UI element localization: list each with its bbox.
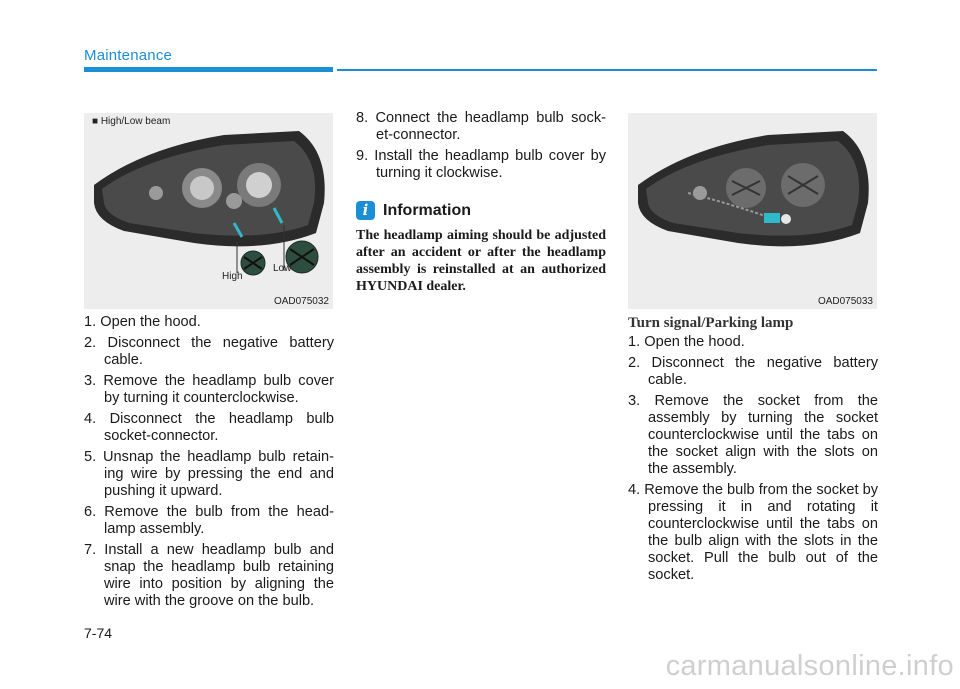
procedure-steps-turn-signal (628, 334, 878, 588)
section-title: Maintenance (84, 47, 173, 64)
step-item: 3. Remove the socket from the assembly by turning the socket counterclockwise until the tabs on the socket align with the slots on the assembly. (628, 393, 878, 477)
procedure-steps-high-low (84, 314, 334, 614)
step-item: 1. Open the hood. (628, 334, 745, 350)
watermark: carmanualsonline.info (665, 650, 954, 682)
step-item: 3. Remove the headlamp bulb cover by turning it counterclockwise. (84, 373, 334, 406)
header-rule-thin (337, 69, 877, 71)
headlamp-illustration (84, 113, 333, 309)
turn-signal-heading: Turn signal/Parking lamp (628, 315, 794, 331)
info-icon: i (356, 201, 375, 220)
figure-caption: ■ High/Low beam (92, 116, 171, 127)
page-number: 7-74 (84, 625, 113, 641)
information-text: The headlamp aiming should be adjusted after an accident or after the headlamp assembly is reinstalled at an authorized HYUNDAI dealer. (356, 228, 606, 294)
label-low: Low (273, 263, 292, 274)
information-title: Information (383, 202, 471, 219)
step-item: 9. Install the headlamp bulb cover by turning it clockwise. (356, 148, 606, 181)
step-item: 8. Connect the headlamp bulb sock- et-connector. (356, 110, 606, 143)
label-high: High (222, 271, 243, 282)
figure-code: OAD075033 (817, 296, 873, 307)
procedure-steps-continued (356, 110, 606, 186)
headlamp-figure-turn-signal (628, 113, 877, 309)
headlamp-illustration (628, 113, 877, 309)
header-rule-thick (84, 67, 333, 72)
step-item: 6. Remove the bulb from the head- lamp assembly. (84, 504, 334, 537)
step-item: 4. Remove the bulb from the socket by pressing it in and rotating it counterclockwise until the tabs on the bulb align with the slots in the socket. Pull the bulb out of the socket. (628, 482, 878, 583)
step-item: 1. Open the hood. (84, 314, 201, 330)
step-item: 7. Install a new headlamp bulb and snap the headlamp bulb retaining wire into position by aligning the wire with the groove on the bulb. (84, 542, 334, 609)
figure-code: OAD075032 (273, 296, 329, 307)
step-item: 2. Disconnect the negative battery cable. (628, 355, 878, 388)
step-item: 4. Disconnect the headlamp bulb socket-connector. (84, 411, 334, 444)
headlamp-figure-high-low (84, 113, 333, 309)
step-item: 5. Unsnap the headlamp bulb retain- ing wire by pressing the end and pushing it upward. (84, 449, 334, 499)
step-item: 2. Disconnect the negative battery cable. (84, 335, 334, 368)
